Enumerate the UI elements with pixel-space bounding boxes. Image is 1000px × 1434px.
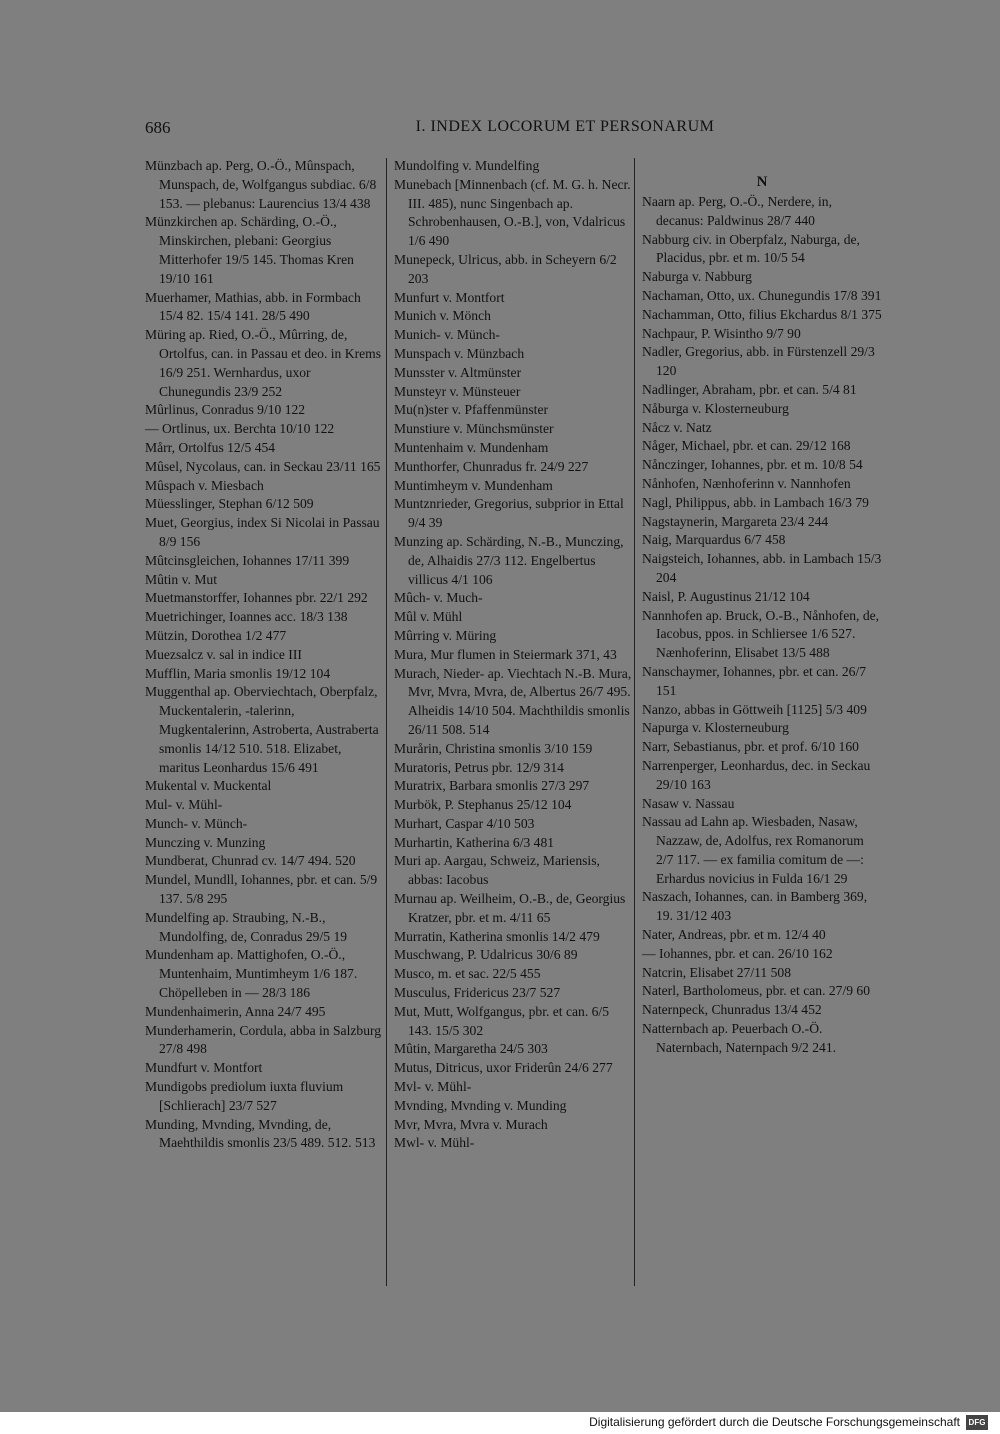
index-entry: Münzbach ap. Perg, O.-Ö., Mûnspach, Munspach, de, Wolfgangus subdiac. 6/8 153. — plebanus: Laurencius 13/4 438: [145, 158, 377, 211]
index-entry: Napurga v. Klosterneuburg: [642, 720, 789, 736]
index-entry: Mundigobs prediolum iuxta fluvium [Schlierach] 23/7 527: [145, 1079, 344, 1113]
index-entry: Mundberat, Chunrad cv. 14/7 494. 520: [145, 853, 356, 869]
index-entry: Mützin, Dorothea 1/2 477: [145, 627, 287, 643]
index-entry: Nanschaymer, Iohannes, pbr. et can. 26/7 151: [642, 663, 867, 698]
index-entry: Mutus, Ditricus, uxor Friderûn 24/6 277: [394, 1060, 613, 1076]
column-divider: [386, 158, 387, 1286]
index-entry: Muntenhaim v. Mundenham: [394, 439, 549, 455]
index-entry: Naterl, Bartholomeus, pbr. et can. 27/9 60: [642, 983, 871, 999]
index-entry: Mura, Mur flumen in Steiermark 371, 43: [394, 646, 617, 662]
index-entry: Nassau ad Lahn ap. Wiesbaden, Nasaw, Nazzaw, de, Adolfus, rex Romanorum 2/7 117. — ex familia comitum de —: Erhardus novicius in Fulda 16/1 29: [642, 814, 864, 886]
index-entry: Munfurt v. Montfort: [394, 289, 505, 305]
index-entry: Nånczinger, Iohannes, pbr. et m. 10/8 54: [642, 457, 863, 473]
index-entry: Mvr, Mvra, Mvra v. Murach: [394, 1116, 548, 1132]
index-entry: Muerhamer, Mathias, abb. in Formbach 15/4 82. 15/4 141. 28/5 490: [145, 289, 361, 324]
index-entry: Nachpaur, P. Wisintho 9/7 90: [642, 325, 801, 341]
index-column-middle: [394, 157, 634, 1153]
index-entry: Mûch- v. Much-: [394, 590, 483, 606]
index-entry: Munstiure v. Münchsmünster: [394, 421, 554, 437]
index-entry: — Iohannes, pbr. et can. 26/10 162: [642, 945, 833, 961]
index-entry: Murach, Nieder- ap. Viechtach N.-B. Mura, Mvr, Mvra, Mvra, de, Albertus 26/7 495. Alheidis 14/10 504. Machthildis smonlis 26/11 508. 514: [394, 665, 632, 737]
index-entry: Münzkirchen ap. Schärding, O.-Ö., Minskirchen, plebani: Georgius Mitterhofer 19/5 145. Thomas Kren 19/10 161: [145, 214, 354, 286]
index-entry: Mûrlinus, Conradus 9/10 122: [145, 402, 306, 418]
section-letter: N: [756, 174, 768, 190]
index-entry: Munsteyr v. Münsteuer: [394, 383, 521, 399]
index-entry: Mundenhaimerin, Anna 24/7 495: [145, 1003, 326, 1019]
index-entry: Mukental v. Muckental: [145, 778, 272, 794]
index-entry: Natcrin, Elisabet 27/11 508: [642, 964, 791, 980]
index-entry: Muri ap. Aargau, Schweiz, Mariensis, abbas: Iacobus: [394, 853, 600, 888]
index-entry: Mul- v. Mühl-: [145, 797, 223, 813]
index-entry: Nagl, Philippus, abb. in Lambach 16/3 79: [642, 494, 869, 510]
index-entry: Musculus, Fridericus 23/7 527: [394, 985, 561, 1001]
index-entry: Nadlinger, Abraham, pbr. et can. 5/4 81: [642, 381, 857, 397]
index-entry: Munepeck, Ulricus, abb. in Scheyern 6/2 203: [394, 251, 617, 286]
index-entry: Naternpeck, Chunradus 13/4 452: [642, 1002, 822, 1018]
index-entry: Murnau ap. Weilheim, O.-B., de, Georgius Kratzer, pbr. et m. 4/11 65: [394, 891, 626, 925]
column-divider: [634, 158, 635, 1286]
index-entries-n: [642, 193, 882, 1058]
index-entry: Mûspach v. Miesbach: [145, 477, 264, 493]
dfg-logo: DFG: [966, 1415, 988, 1430]
index-entry: Nachaman, Otto, ux. Chunegundis 17/8 391: [642, 287, 882, 303]
index-entry: Mwl- v. Mühl-: [394, 1135, 475, 1151]
index-entry: Muntimheym v. Mundenham: [394, 477, 553, 493]
index-entry: Musco, m. et sac. 22/5 455: [394, 966, 541, 982]
index-entry: Mufflin, Maria smonlis 19/12 104: [145, 665, 331, 681]
index-entry: Nadler, Gregorius, abb. in Fürstenzell 29/3 120: [642, 344, 875, 379]
index-entry: Narr, Sebastianus, pbr. et prof. 6/10 160: [642, 739, 859, 755]
index-entry: Murhartin, Katherina 6/3 481: [394, 834, 555, 850]
index-entry: Naarn ap. Perg, O.-Ö., Nerdere, in, decanus: Paldwinus 28/7 440: [642, 194, 832, 228]
index-entry: Mvl- v. Mühl-: [394, 1079, 472, 1095]
footer-credit: Digitalisierung gefördert durch die Deutsche Forschungsgemeinschaft: [589, 1415, 960, 1429]
index-entry: Mûtin v. Mut: [145, 571, 218, 587]
index-entry: Munthorfer, Chunradus fr. 24/9 227: [394, 458, 589, 474]
footer-bar: [0, 1412, 1000, 1434]
index-entry: Nånhofen, Nænhoferinn v. Nannhofen: [642, 475, 851, 491]
index-entry: Mårr, Ortolfus 12/5 454: [145, 439, 276, 455]
index-entry: Muezsalcz v. sal in indice III: [145, 646, 302, 662]
index-entry: Munch- v. Münch-: [145, 815, 248, 831]
index-entry: Murårin, Christina smonlis 3/10 159: [394, 740, 593, 756]
index-entry: Muetmanstorffer, Iohannes pbr. 22/1 292: [145, 590, 368, 606]
index-entry: Naigsteich, Iohannes, abb. in Lambach 15/3 204: [642, 551, 882, 585]
page-number: 686: [145, 118, 171, 137]
index-entry: Munebach [Minnenbach (cf. M. G. h. Necr. III. 485), nunc Singenbach ap. Schrobenhausen, O.-B.], von, Vdalricus 1/6 490: [394, 176, 631, 249]
index-entry: Munzing ap. Schärding, N.-B., Munczing, de, Alhaidis 27/3 112. Engelbertus villicus 4/1 106: [394, 533, 624, 587]
index-entry: Natternbach ap. Peuerbach O.-Ö. Naternbach, Naternpach 9/2 241.: [642, 1021, 837, 1055]
index-entry: Mundolfing v. Mundelfing: [394, 158, 540, 173]
index-entry: Mûl v. Mühl: [394, 609, 463, 625]
index-entry: Mvnding, Mvnding v. Munding: [394, 1097, 567, 1113]
index-entry: Någer, Michael, pbr. et can. 29/12 168: [642, 438, 851, 454]
index-entry: Nåburga v. Klosterneuburg: [642, 400, 789, 416]
index-entry: Naburga v. Nabburg: [642, 269, 752, 285]
index-entry: Munczing v. Munzing: [145, 834, 266, 850]
index-entry: Mûtin, Margaretha 24/5 303: [394, 1041, 548, 1057]
index-entry: Nasaw v. Nassau: [642, 795, 735, 811]
index-entry: Mundel, Mundll, Iohannes, pbr. et can. 5/9 137. 5/8 295: [145, 872, 378, 907]
index-entry: Munding, Mvnding, Mvnding, de, Maehthildis smonlis 23/5 489. 512. 513: [145, 1116, 376, 1151]
index-entry: Munsster v. Altmünster: [394, 364, 522, 380]
index-entry: Nater, Andreas, pbr. et m. 12/4 40: [642, 927, 826, 943]
index-entry: Müesslinger, Stephan 6/12 509: [145, 496, 314, 512]
index-entry: Munich- v. Münch-: [394, 327, 500, 343]
index-entry: Müring ap. Ried, O.-Ö., Mûrring, de, Ortolfus, can. in Passau et deo. in Krems 16/9 251. Wernhardus, uxor Chunegundis 23/9 252: [145, 327, 381, 399]
index-entry: — Ortlinus, ux. Berchta 10/10 122: [145, 421, 335, 437]
index-entry: Muntznrieder, Gregorius, subprior in Ettal 9/4 39: [394, 496, 624, 531]
index-entry: Munderhamerin, Cordula, abba in Salzburg 27/8 498: [145, 1022, 382, 1057]
index-column-right: [642, 157, 882, 1058]
index-entry: Mûtcinsgleichen, Iohannes 17/11 399: [145, 552, 350, 568]
index-entry: Nåcz v. Natz: [642, 419, 712, 435]
index-entry: Narrenperger, Leonhardus, dec. in Seckau 29/10 163: [642, 757, 871, 792]
index-entry: Muschwang, P. Udalricus 30/6 89: [394, 947, 578, 963]
index-entry: Naig, Marquardus 6/7 458: [642, 532, 786, 548]
index-entry: Mu(n)ster v. Pfaffenmünster: [394, 402, 549, 418]
index-entry: Naisl, P. Augustinus 21/12 104: [642, 588, 810, 604]
index-entry: Nannhofen ap. Bruck, O.-B., Nånhofen, de, Iacobus, ppos. in Schliersee 1/6 527. Nænhoferinn, Elisabet 13/5 488: [642, 607, 880, 661]
index-entry: Mut, Mutt, Wolfgangus, pbr. et can. 6/5 143. 15/5 302: [394, 1003, 610, 1038]
page-header: [145, 118, 885, 142]
index-entry: Munspach v. Münzbach: [394, 345, 525, 361]
index-entry: Nabburg civ. in Oberpfalz, Naburga, de, Placidus, pbr. et m. 10/5 54: [642, 231, 860, 266]
index-entry: Muetrichinger, Ioannes acc. 18/3 138: [145, 609, 348, 625]
index-column-left: [145, 157, 385, 1153]
index-entry: Muratrix, Barbara smonlis 27/3 297: [394, 778, 590, 794]
index-entry: Nanzo, abbas in Göttweih [1125] 5/3 409: [642, 701, 867, 717]
index-entry: Murhart, Caspar 4/10 503: [394, 815, 535, 831]
index-entry: Mûrring v. Müring: [394, 627, 497, 643]
index-entry: Naszach, Iohannes, can. in Bamberg 369, 19. 31/12 403: [642, 889, 868, 924]
running-head: I. INDEX LOCORUM ET PERSONARUM: [415, 118, 715, 135]
index-entry: Muet, Georgius, index Si Nicolai in Passau 8/9 156: [145, 515, 380, 549]
index-entry: Nachamman, Otto, filius Ekchardus 8/1 375: [642, 306, 882, 322]
index-entry: Mûsel, Nycolaus, can. in Seckau 23/11 165: [145, 458, 381, 474]
index-entry: Murratin, Katherina smonlis 14/2 479: [394, 928, 600, 944]
index-entry: Munich v. Mönch: [394, 308, 491, 324]
index-entry: Murbök, P. Stephanus 25/12 104: [394, 797, 572, 813]
index-entry: Muggenthal ap. Oberviechtach, Oberpfalz, Muckentalerin, -talerinn, Mugkentalerinn, Astroberta, Austraberta smonlis 14/12 510. 518. Elizabet, maritus Leonhardus 15/6 491: [145, 684, 379, 775]
index-entry: Mundfurt v. Montfort: [145, 1060, 263, 1076]
index-entry: Mundenham ap. Mattighofen, O.-Ö., Muntenhaim, Muntimheym 1/6 187. Chöpelleben in — 28/3 186: [145, 947, 358, 1001]
index-entry: Mundelfing ap. Straubing, N.-B., Mundolfing, de, Conradus 29/5 19: [145, 909, 348, 944]
index-entry: Nagstaynerin, Margareta 23/4 244: [642, 513, 829, 529]
index-entry: Muratoris, Petrus pbr. 12/9 314: [394, 759, 564, 775]
